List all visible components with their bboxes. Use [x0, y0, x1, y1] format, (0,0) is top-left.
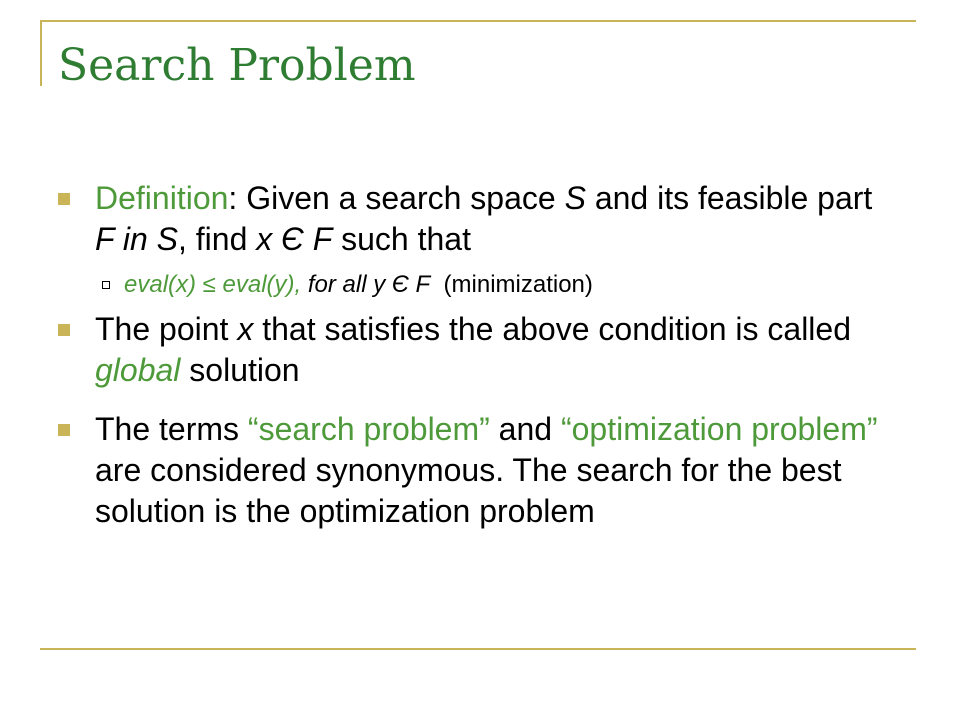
square-bullet-icon: [58, 424, 70, 436]
for-all-y: for all y Є F: [301, 271, 431, 298]
f-in-s: F in S: [95, 221, 178, 257]
eval-expression: eval(x) ≤ eval(y),: [124, 271, 302, 298]
definition-label: Definition: [95, 180, 229, 216]
global-text-2: that satisfies the above condition is called: [253, 311, 851, 347]
terms-text-3: are considered synonymous. The search for the best solution is the optimization problem: [95, 452, 842, 529]
square-bullet-icon: [58, 193, 70, 205]
terms-text-1: The terms: [95, 411, 248, 447]
definition-text-4: such that: [332, 221, 471, 257]
frame-top-line: [40, 20, 916, 22]
slide-content: [58, 178, 888, 532]
definition-text-3: , find: [178, 221, 257, 257]
definition-text-2: and its feasible part: [585, 180, 873, 216]
bullet-terms: [58, 409, 888, 532]
terms-text-2: and: [489, 411, 561, 447]
global-word: global: [95, 352, 181, 388]
global-text-1: The point: [95, 311, 238, 347]
hollow-square-bullet-icon: [102, 281, 110, 289]
definition-colon: :: [228, 180, 238, 216]
term-optimization-problem: “optimization problem”: [560, 411, 878, 447]
square-bullet-icon: [58, 324, 70, 336]
slide-title: Search Problem: [58, 40, 416, 91]
minimization-note: (minimization): [430, 271, 593, 298]
x-in-f: x Є F: [256, 221, 333, 257]
var-x: x: [237, 311, 254, 347]
frame-bottom-line: [40, 648, 916, 650]
var-s: S: [564, 180, 586, 216]
sub-bullet-eval: [58, 270, 888, 300]
bullet-global-solution: [58, 309, 888, 391]
term-search-problem: “search problem”: [247, 411, 490, 447]
frame-left-line: [40, 20, 42, 86]
global-text-3: solution: [180, 352, 300, 388]
definition-text-1: Given a search space: [237, 180, 565, 216]
bullet-definition: [58, 178, 888, 260]
